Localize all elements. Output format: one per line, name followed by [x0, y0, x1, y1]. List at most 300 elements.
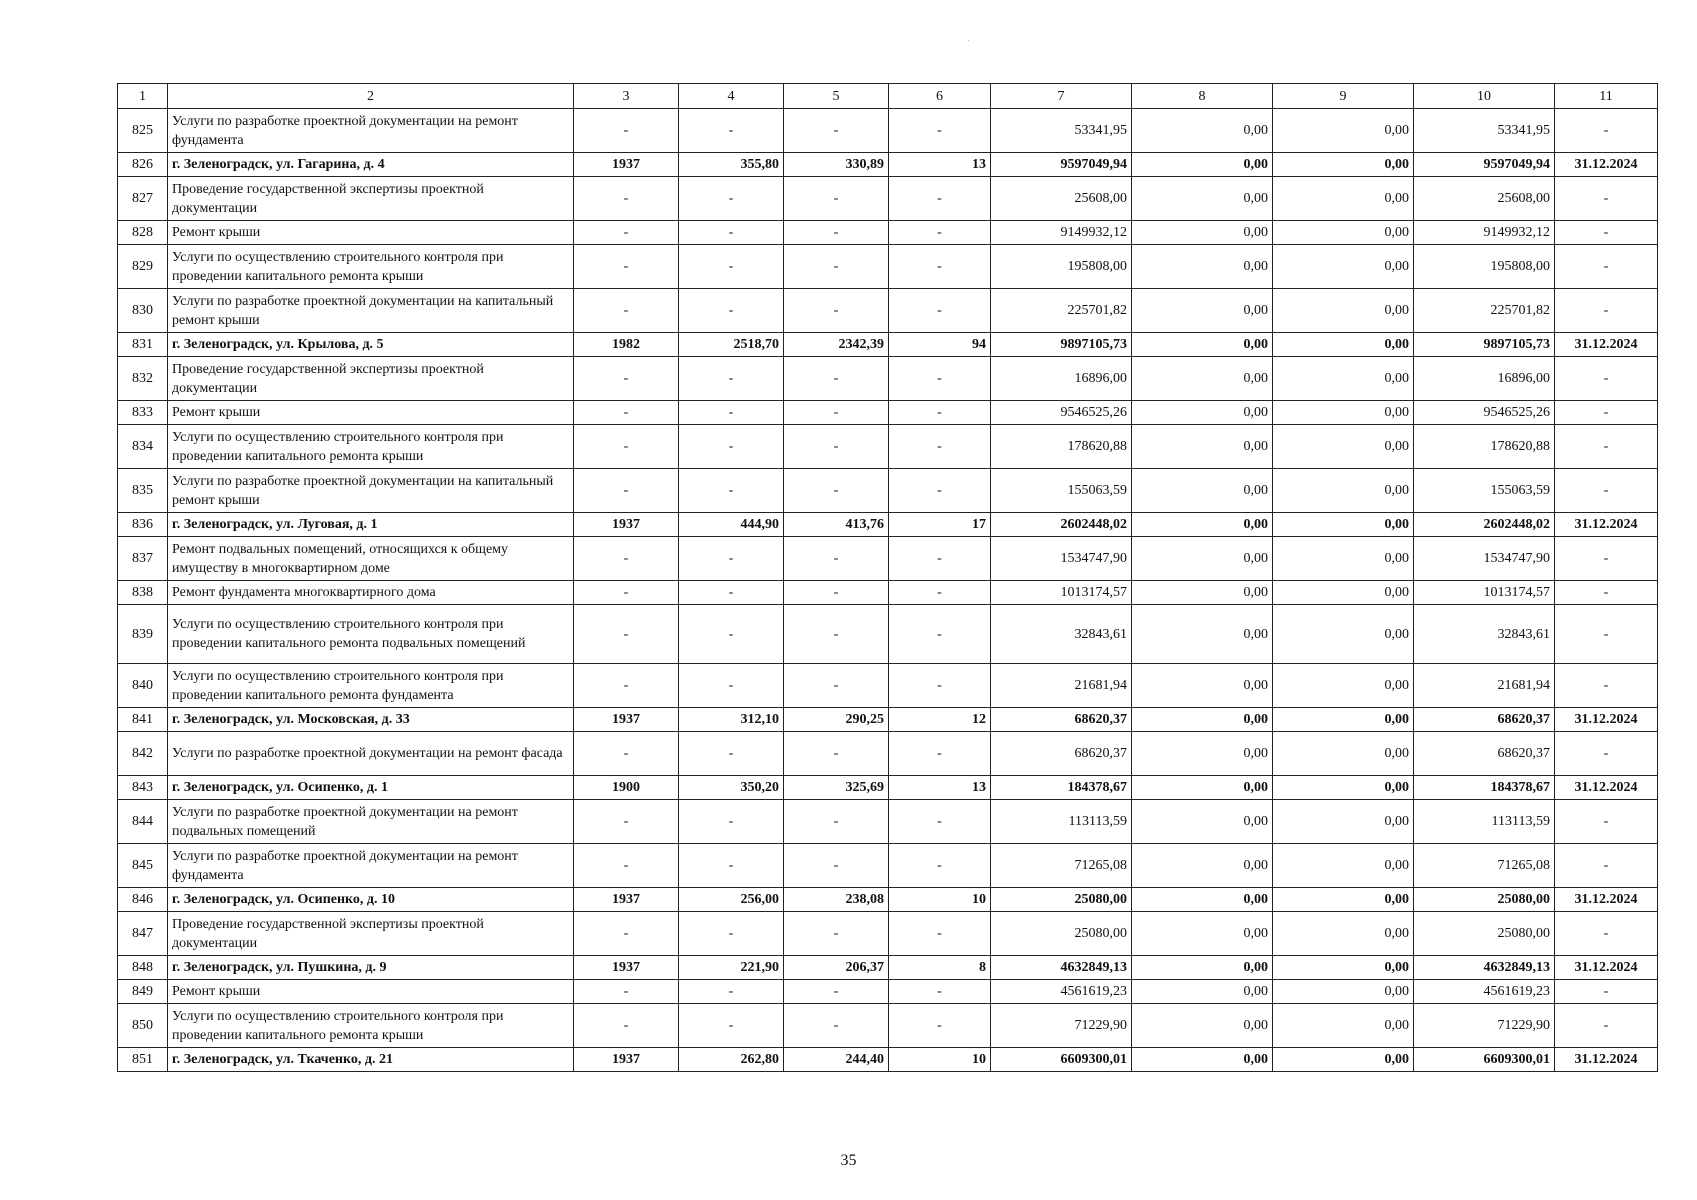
- row-number: 837: [118, 537, 168, 581]
- cell-year: 1937: [574, 888, 679, 912]
- column-number: 2: [168, 84, 574, 109]
- cell-cost-col8: 0,00: [1132, 245, 1273, 289]
- row-number: 848: [118, 956, 168, 980]
- row-number: 841: [118, 708, 168, 732]
- cell-living-area: 290,25: [784, 708, 889, 732]
- cell-cost-total: 9597049,94: [991, 153, 1132, 177]
- row-number: 846: [118, 888, 168, 912]
- row-number: 834: [118, 425, 168, 469]
- cell-cost-total: 9149932,12: [991, 221, 1132, 245]
- cell-year: 1900: [574, 776, 679, 800]
- cell-deadline: -: [1555, 732, 1658, 776]
- cell-living-area: -: [784, 109, 889, 153]
- cell-cost-col8: 0,00: [1132, 800, 1273, 844]
- cell-living-area: -: [784, 357, 889, 401]
- cell-deadline: 31.12.2024: [1555, 153, 1658, 177]
- row-number: 843: [118, 776, 168, 800]
- cell-living-area: -: [784, 221, 889, 245]
- cell-year: -: [574, 425, 679, 469]
- cell-cost-col8: 0,00: [1132, 980, 1273, 1004]
- column-number: 9: [1273, 84, 1414, 109]
- row-description: г. Зеленоградск, ул. Осипенко, д. 1: [168, 776, 574, 800]
- cell-year: -: [574, 844, 679, 888]
- cell-residents: 10: [889, 888, 991, 912]
- row-description: Услуги по осуществлению строительного контроля при проведении капитального ремонта крыши: [168, 245, 574, 289]
- column-number: 1: [118, 84, 168, 109]
- cell-total-area: -: [679, 980, 784, 1004]
- cell-total-area: -: [679, 289, 784, 333]
- cell-cost-col9: 0,00: [1273, 513, 1414, 537]
- cell-cost-total: 1013174,57: [991, 581, 1132, 605]
- table-row: [118, 333, 1658, 357]
- cell-year: 1937: [574, 708, 679, 732]
- cell-cost-total: 68620,37: [991, 732, 1132, 776]
- table-row: [118, 245, 1658, 289]
- cell-cost-col8: 0,00: [1132, 109, 1273, 153]
- cell-year: 1937: [574, 153, 679, 177]
- cell-living-area: -: [784, 581, 889, 605]
- table-body: [118, 84, 1658, 1072]
- cell-cost-col8: 0,00: [1132, 776, 1273, 800]
- cell-residents: -: [889, 289, 991, 333]
- cell-cost-col10: 4561619,23: [1414, 980, 1555, 1004]
- cell-living-area: -: [784, 245, 889, 289]
- cell-cost-total: 25080,00: [991, 888, 1132, 912]
- cell-cost-col9: 0,00: [1273, 537, 1414, 581]
- cell-cost-total: 4632849,13: [991, 956, 1132, 980]
- cell-total-area: 312,10: [679, 708, 784, 732]
- cell-cost-col10: 71265,08: [1414, 844, 1555, 888]
- cell-residents: -: [889, 109, 991, 153]
- cell-deadline: -: [1555, 844, 1658, 888]
- cell-cost-col9: 0,00: [1273, 245, 1414, 289]
- cell-cost-col8: 0,00: [1132, 289, 1273, 333]
- cell-deadline: -: [1555, 469, 1658, 513]
- cell-year: 1937: [574, 1048, 679, 1072]
- cell-cost-col9: 0,00: [1273, 888, 1414, 912]
- row-number: 851: [118, 1048, 168, 1072]
- cell-deadline: -: [1555, 425, 1658, 469]
- cell-total-area: -: [679, 221, 784, 245]
- cell-cost-col10: 71229,90: [1414, 1004, 1555, 1048]
- cell-year: 1982: [574, 333, 679, 357]
- cell-cost-col9: 0,00: [1273, 289, 1414, 333]
- cell-cost-col10: 32843,61: [1414, 605, 1555, 664]
- cell-living-area: -: [784, 177, 889, 221]
- cell-total-area: -: [679, 581, 784, 605]
- cell-residents: -: [889, 469, 991, 513]
- cell-year: -: [574, 537, 679, 581]
- table-row: [118, 888, 1658, 912]
- row-number: 832: [118, 357, 168, 401]
- cell-cost-total: 4561619,23: [991, 980, 1132, 1004]
- cell-cost-col8: 0,00: [1132, 708, 1273, 732]
- column-number: 10: [1414, 84, 1555, 109]
- row-description: Услуги по разработке проектной документации на ремонт фундамента: [168, 109, 574, 153]
- cell-cost-col10: 25608,00: [1414, 177, 1555, 221]
- cell-residents: -: [889, 357, 991, 401]
- cell-residents: -: [889, 425, 991, 469]
- cell-residents: -: [889, 980, 991, 1004]
- cell-year: -: [574, 221, 679, 245]
- cell-year: -: [574, 912, 679, 956]
- row-description: г. Зеленоградск, ул. Ткаченко, д. 21: [168, 1048, 574, 1072]
- cell-cost-col8: 0,00: [1132, 888, 1273, 912]
- cell-cost-col9: 0,00: [1273, 844, 1414, 888]
- cell-cost-col8: 0,00: [1132, 513, 1273, 537]
- table-row: [118, 537, 1658, 581]
- cell-cost-total: 6609300,01: [991, 1048, 1132, 1072]
- table-row: [118, 980, 1658, 1004]
- cell-deadline: -: [1555, 401, 1658, 425]
- cell-cost-col8: 0,00: [1132, 912, 1273, 956]
- table-row: [118, 581, 1658, 605]
- document-table-container: [117, 83, 1657, 1072]
- cell-cost-col10: 21681,94: [1414, 664, 1555, 708]
- cell-cost-total: 16896,00: [991, 357, 1132, 401]
- cell-total-area: -: [679, 732, 784, 776]
- cell-cost-col10: 178620,88: [1414, 425, 1555, 469]
- cell-cost-total: 71229,90: [991, 1004, 1132, 1048]
- cell-cost-total: 9897105,73: [991, 333, 1132, 357]
- cell-total-area: 350,20: [679, 776, 784, 800]
- cell-living-area: 413,76: [784, 513, 889, 537]
- table-row: [118, 1048, 1658, 1072]
- row-description: Ремонт фундамента многоквартирного дома: [168, 581, 574, 605]
- row-description: Проведение государственной экспертизы проектной документации: [168, 912, 574, 956]
- row-number: 831: [118, 333, 168, 357]
- cell-cost-col10: 9597049,94: [1414, 153, 1555, 177]
- table-row: [118, 357, 1658, 401]
- row-number: 840: [118, 664, 168, 708]
- cell-living-area: 330,89: [784, 153, 889, 177]
- cell-cost-col8: 0,00: [1132, 153, 1273, 177]
- row-description: Услуги по осуществлению строительного контроля при проведении капитального ремонта подвальных помещений: [168, 605, 574, 664]
- table-row: [118, 664, 1658, 708]
- row-number: 833: [118, 401, 168, 425]
- table-row: [118, 956, 1658, 980]
- row-number: 844: [118, 800, 168, 844]
- cell-living-area: -: [784, 289, 889, 333]
- cell-cost-col9: 0,00: [1273, 357, 1414, 401]
- cell-cost-col8: 0,00: [1132, 425, 1273, 469]
- cell-living-area: -: [784, 912, 889, 956]
- cell-cost-col10: 155063,59: [1414, 469, 1555, 513]
- row-number: 838: [118, 581, 168, 605]
- cell-residents: -: [889, 221, 991, 245]
- table-row: [118, 844, 1658, 888]
- cell-cost-col10: 6609300,01: [1414, 1048, 1555, 1072]
- cell-residents: -: [889, 177, 991, 221]
- cell-cost-col9: 0,00: [1273, 177, 1414, 221]
- row-number: 842: [118, 732, 168, 776]
- row-description: Ремонт крыши: [168, 401, 574, 425]
- cell-residents: 94: [889, 333, 991, 357]
- cell-deadline: -: [1555, 109, 1658, 153]
- cell-total-area: -: [679, 844, 784, 888]
- row-description: г. Зеленоградск, ул. Гагарина, д. 4: [168, 153, 574, 177]
- row-description: Ремонт подвальных помещений, относящихся к общему имуществу в многоквартирном доме: [168, 537, 574, 581]
- row-description: Услуги по осуществлению строительного контроля при проведении капитального ремонта крыши: [168, 425, 574, 469]
- row-number: 849: [118, 980, 168, 1004]
- cell-deadline: -: [1555, 177, 1658, 221]
- cell-deadline: -: [1555, 537, 1658, 581]
- table-row: [118, 732, 1658, 776]
- cell-total-area: 256,00: [679, 888, 784, 912]
- cell-cost-col9: 0,00: [1273, 221, 1414, 245]
- cell-year: -: [574, 800, 679, 844]
- cell-year: -: [574, 357, 679, 401]
- table-row: [118, 800, 1658, 844]
- cell-living-area: 206,37: [784, 956, 889, 980]
- table-row: [118, 776, 1658, 800]
- cell-year: -: [574, 289, 679, 333]
- cell-deadline: 31.12.2024: [1555, 1048, 1658, 1072]
- cell-cost-col8: 0,00: [1132, 956, 1273, 980]
- cell-deadline: -: [1555, 605, 1658, 664]
- table-row: [118, 425, 1658, 469]
- cell-cost-col9: 0,00: [1273, 1004, 1414, 1048]
- cell-living-area: -: [784, 425, 889, 469]
- table-row: [118, 469, 1658, 513]
- cell-residents: -: [889, 664, 991, 708]
- cell-cost-total: 68620,37: [991, 708, 1132, 732]
- cell-cost-col10: 9149932,12: [1414, 221, 1555, 245]
- cell-cost-col8: 0,00: [1132, 469, 1273, 513]
- cell-cost-col9: 0,00: [1273, 980, 1414, 1004]
- cell-residents: 10: [889, 1048, 991, 1072]
- cell-cost-total: 71265,08: [991, 844, 1132, 888]
- row-number: 845: [118, 844, 168, 888]
- cell-residents: -: [889, 581, 991, 605]
- cell-residents: -: [889, 800, 991, 844]
- cell-cost-col8: 0,00: [1132, 664, 1273, 708]
- scan-artifact: [968, 40, 969, 41]
- cell-total-area: 355,80: [679, 153, 784, 177]
- cell-total-area: -: [679, 469, 784, 513]
- cell-cost-col9: 0,00: [1273, 776, 1414, 800]
- cell-total-area: -: [679, 245, 784, 289]
- cell-residents: -: [889, 844, 991, 888]
- cell-residents: -: [889, 605, 991, 664]
- cell-cost-col10: 16896,00: [1414, 357, 1555, 401]
- cell-total-area: 221,90: [679, 956, 784, 980]
- cell-residents: -: [889, 401, 991, 425]
- cell-deadline: -: [1555, 980, 1658, 1004]
- row-description: Услуги по осуществлению строительного контроля при проведении капитального ремонта фундамента: [168, 664, 574, 708]
- cell-cost-col10: 9546525,26: [1414, 401, 1555, 425]
- cell-deadline: 31.12.2024: [1555, 776, 1658, 800]
- row-description: Услуги по разработке проектной документации на капитальный ремонт крыши: [168, 289, 574, 333]
- row-number: 826: [118, 153, 168, 177]
- cell-living-area: 238,08: [784, 888, 889, 912]
- row-description: г. Зеленоградск, ул. Московская, д. 33: [168, 708, 574, 732]
- cell-cost-col10: 113113,59: [1414, 800, 1555, 844]
- column-number: 7: [991, 84, 1132, 109]
- cell-living-area: -: [784, 732, 889, 776]
- cell-residents: 12: [889, 708, 991, 732]
- table-row: [118, 221, 1658, 245]
- cell-total-area: -: [679, 537, 784, 581]
- cell-cost-col8: 0,00: [1132, 1048, 1273, 1072]
- table-row: [118, 912, 1658, 956]
- row-description: Услуги по разработке проектной документации на ремонт фундамента: [168, 844, 574, 888]
- cell-cost-col10: 9897105,73: [1414, 333, 1555, 357]
- cell-year: -: [574, 245, 679, 289]
- cell-cost-col8: 0,00: [1132, 732, 1273, 776]
- row-description: Ремонт крыши: [168, 221, 574, 245]
- row-description: Проведение государственной экспертизы проектной документации: [168, 177, 574, 221]
- cell-residents: -: [889, 912, 991, 956]
- cell-cost-total: 1534747,90: [991, 537, 1132, 581]
- cell-cost-col10: 53341,95: [1414, 109, 1555, 153]
- cell-cost-total: 2602448,02: [991, 513, 1132, 537]
- work-list-table: [117, 83, 1658, 1072]
- cell-cost-col10: 195808,00: [1414, 245, 1555, 289]
- column-number: 6: [889, 84, 991, 109]
- column-number: 3: [574, 84, 679, 109]
- cell-deadline: -: [1555, 1004, 1658, 1048]
- cell-cost-col8: 0,00: [1132, 357, 1273, 401]
- cell-year: -: [574, 401, 679, 425]
- cell-total-area: -: [679, 177, 784, 221]
- cell-cost-col9: 0,00: [1273, 109, 1414, 153]
- cell-cost-total: 21681,94: [991, 664, 1132, 708]
- cell-deadline: -: [1555, 581, 1658, 605]
- cell-total-area: -: [679, 109, 784, 153]
- row-number: 830: [118, 289, 168, 333]
- cell-total-area: -: [679, 800, 784, 844]
- cell-cost-col9: 0,00: [1273, 800, 1414, 844]
- row-number: 827: [118, 177, 168, 221]
- cell-cost-col8: 0,00: [1132, 844, 1273, 888]
- cell-living-area: 2342,39: [784, 333, 889, 357]
- cell-cost-total: 195808,00: [991, 245, 1132, 289]
- row-description: г. Зеленоградск, ул. Крылова, д. 5: [168, 333, 574, 357]
- cell-cost-col9: 0,00: [1273, 153, 1414, 177]
- cell-living-area: -: [784, 469, 889, 513]
- cell-residents: 13: [889, 776, 991, 800]
- row-number: 828: [118, 221, 168, 245]
- cell-living-area: -: [784, 537, 889, 581]
- cell-cost-col10: 1013174,57: [1414, 581, 1555, 605]
- cell-deadline: 31.12.2024: [1555, 956, 1658, 980]
- cell-cost-col8: 0,00: [1132, 581, 1273, 605]
- cell-year: -: [574, 469, 679, 513]
- cell-cost-col8: 0,00: [1132, 401, 1273, 425]
- cell-cost-col10: 184378,67: [1414, 776, 1555, 800]
- cell-deadline: -: [1555, 357, 1658, 401]
- cell-cost-total: 225701,82: [991, 289, 1132, 333]
- column-number: 8: [1132, 84, 1273, 109]
- row-number: 835: [118, 469, 168, 513]
- cell-residents: 13: [889, 153, 991, 177]
- cell-cost-total: 53341,95: [991, 109, 1132, 153]
- column-number: 4: [679, 84, 784, 109]
- cell-cost-col9: 0,00: [1273, 425, 1414, 469]
- cell-cost-total: 178620,88: [991, 425, 1132, 469]
- cell-cost-col10: 68620,37: [1414, 708, 1555, 732]
- row-number: 850: [118, 1004, 168, 1048]
- cell-cost-total: 9546525,26: [991, 401, 1132, 425]
- cell-total-area: -: [679, 1004, 784, 1048]
- cell-living-area: -: [784, 844, 889, 888]
- cell-residents: 8: [889, 956, 991, 980]
- row-description: Ремонт крыши: [168, 980, 574, 1004]
- cell-deadline: 31.12.2024: [1555, 333, 1658, 357]
- cell-cost-col10: 25080,00: [1414, 888, 1555, 912]
- cell-total-area: -: [679, 357, 784, 401]
- cell-living-area: -: [784, 664, 889, 708]
- cell-cost-total: 113113,59: [991, 800, 1132, 844]
- table-row: [118, 177, 1658, 221]
- cell-total-area: -: [679, 664, 784, 708]
- cell-deadline: 31.12.2024: [1555, 708, 1658, 732]
- cell-deadline: -: [1555, 800, 1658, 844]
- column-number: 11: [1555, 84, 1658, 109]
- cell-residents: -: [889, 245, 991, 289]
- cell-year: -: [574, 177, 679, 221]
- table-row: [118, 513, 1658, 537]
- cell-deadline: -: [1555, 221, 1658, 245]
- cell-cost-col9: 0,00: [1273, 1048, 1414, 1072]
- row-number: 825: [118, 109, 168, 153]
- row-description: Услуги по разработке проектной документации на капитальный ремонт крыши: [168, 469, 574, 513]
- cell-cost-col9: 0,00: [1273, 912, 1414, 956]
- table-row: [118, 708, 1658, 732]
- cell-living-area: 325,69: [784, 776, 889, 800]
- cell-cost-col10: 2602448,02: [1414, 513, 1555, 537]
- cell-cost-col9: 0,00: [1273, 664, 1414, 708]
- table-row: [118, 109, 1658, 153]
- cell-cost-col9: 0,00: [1273, 401, 1414, 425]
- cell-cost-col8: 0,00: [1132, 605, 1273, 664]
- cell-cost-col10: 1534747,90: [1414, 537, 1555, 581]
- cell-deadline: -: [1555, 289, 1658, 333]
- cell-year: -: [574, 980, 679, 1004]
- cell-living-area: -: [784, 980, 889, 1004]
- row-number: 839: [118, 605, 168, 664]
- row-description: г. Зеленоградск, ул. Луговая, д. 1: [168, 513, 574, 537]
- row-number: 836: [118, 513, 168, 537]
- cell-cost-col9: 0,00: [1273, 469, 1414, 513]
- cell-living-area: -: [784, 401, 889, 425]
- cell-cost-total: 184378,67: [991, 776, 1132, 800]
- cell-cost-total: 25080,00: [991, 912, 1132, 956]
- column-number-row: [118, 84, 1658, 109]
- cell-year: 1937: [574, 956, 679, 980]
- cell-deadline: -: [1555, 912, 1658, 956]
- cell-deadline: 31.12.2024: [1555, 888, 1658, 912]
- cell-cost-col9: 0,00: [1273, 956, 1414, 980]
- cell-cost-col8: 0,00: [1132, 1004, 1273, 1048]
- cell-living-area: -: [784, 800, 889, 844]
- cell-cost-col8: 0,00: [1132, 537, 1273, 581]
- cell-cost-col10: 4632849,13: [1414, 956, 1555, 980]
- cell-total-area: -: [679, 912, 784, 956]
- table-row: [118, 401, 1658, 425]
- cell-total-area: 2518,70: [679, 333, 784, 357]
- cell-cost-total: 155063,59: [991, 469, 1132, 513]
- cell-year: -: [574, 732, 679, 776]
- row-description: Проведение государственной экспертизы проектной документации: [168, 357, 574, 401]
- cell-total-area: 262,80: [679, 1048, 784, 1072]
- cell-deadline: -: [1555, 245, 1658, 289]
- cell-year: -: [574, 109, 679, 153]
- cell-total-area: 444,90: [679, 513, 784, 537]
- row-number: 829: [118, 245, 168, 289]
- table-row: [118, 605, 1658, 664]
